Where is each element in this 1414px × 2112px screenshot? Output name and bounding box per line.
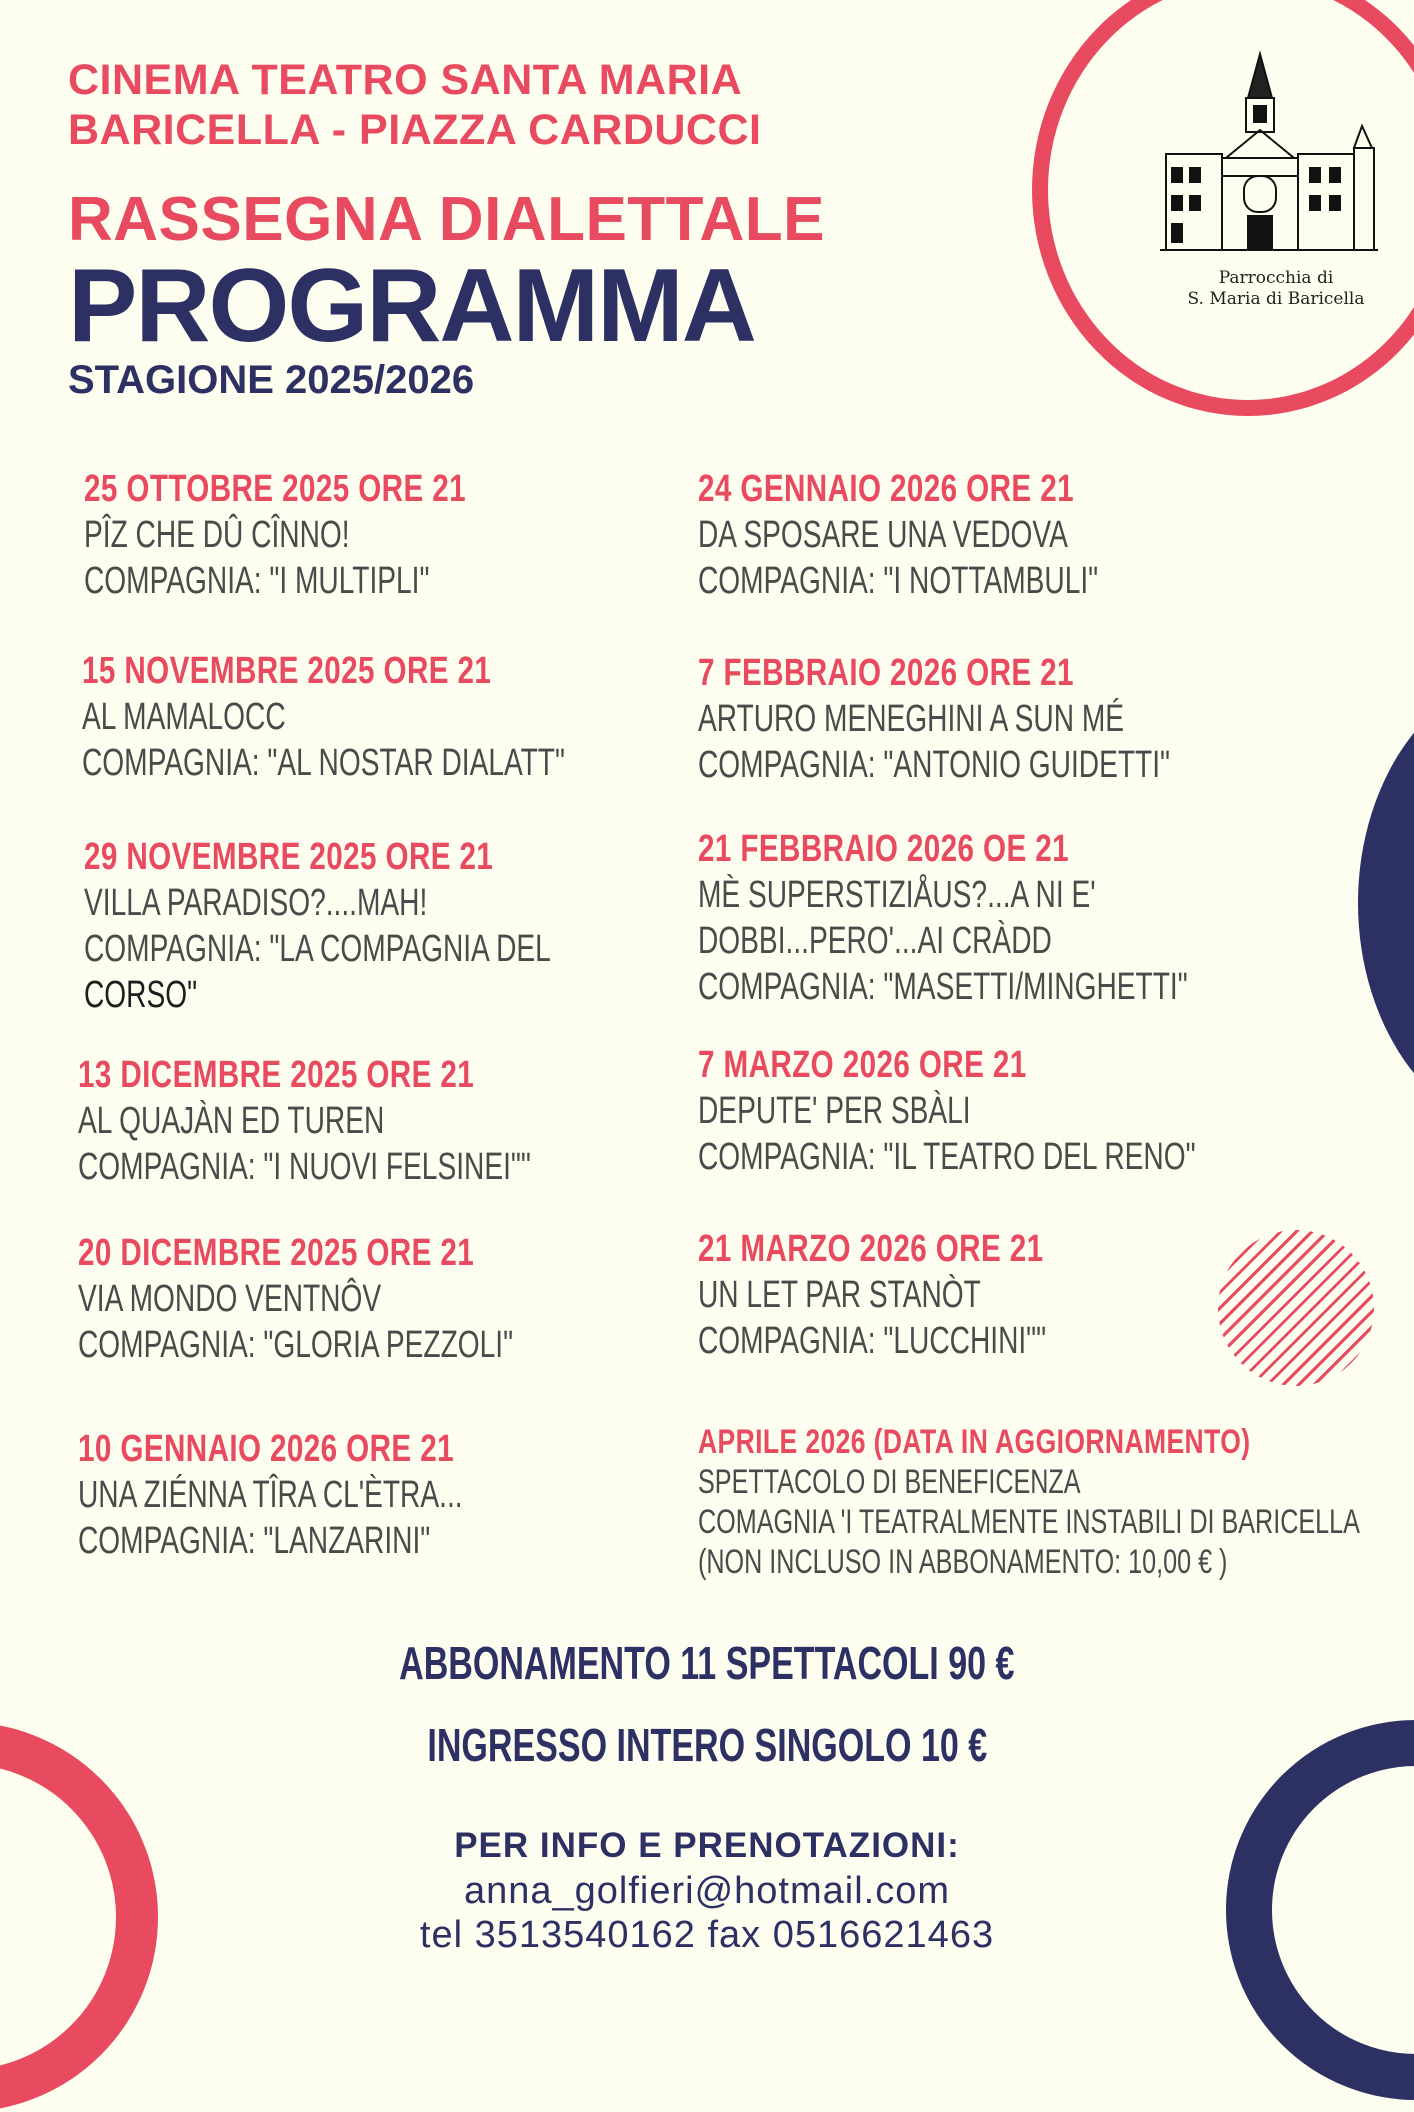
- logo-caption-line2: S. Maria di Baricella: [1187, 289, 1365, 309]
- event-item: [698, 466, 1239, 604]
- event-title: ARTURO MENEGHINI A SUN MÉ: [698, 698, 1125, 740]
- event-company: COMPAGNIA: "I NUOVI FELSINEI"": [78, 1146, 531, 1188]
- event-title: MÈ SUPERSTIZIÅUS?...A NI E': [698, 874, 1096, 916]
- event-company: COMAGNIA 'I TEATRALMENTE INSTABILI DI BARICELLA: [698, 1503, 1360, 1541]
- event-title: PÎZ CHE DÛ CÎNNO!: [84, 514, 350, 556]
- event-date: 20 DICEMBRE 2025 ORE 21: [78, 1232, 475, 1274]
- event-date: 21 MARZO 2026 ORE 21: [698, 1228, 1044, 1270]
- event-series-title: RASSEGNA DIALETTALE: [68, 185, 825, 254]
- contact-email[interactable]: anna_golfieri@hotmail.com: [463, 1870, 951, 1912]
- event-company: COMPAGNIA: "I NOTTAMBULI": [698, 560, 1099, 602]
- event-date: 13 DICEMBRE 2025 ORE 21: [78, 1054, 475, 1096]
- event-note: (NON INCLUSO IN ABBONAMENTO: 10,00 € ): [698, 1543, 1228, 1581]
- event-company: COMPAGNIA: "I MULTIPLI": [84, 560, 430, 602]
- event-item: [78, 1426, 598, 1564]
- event-title: SPETTACOLO DI BENEFICENZA: [698, 1463, 1081, 1501]
- event-company-cont: CORSO": [84, 974, 198, 1016]
- event-date: 29 NOVEMBRE 2025 ORE 21: [84, 836, 494, 878]
- event-item: [82, 648, 735, 786]
- venue-name: CINEMA TEATRO SANTA MARIA: [68, 56, 743, 104]
- event-title: DEPUTE' PER SBÀLI: [698, 1090, 971, 1132]
- subscription-price-text: ABBONAMENTO 11 SPETTACOLI 90 €: [399, 1637, 1015, 1689]
- event-company: COMPAGNIA: "AL NOSTAR DIALATT": [82, 742, 565, 784]
- event-company: COMPAGNIA: "ANTONIO GUIDETTI": [698, 744, 1171, 786]
- event-item: [78, 1230, 666, 1368]
- event-company: COMPAGNIA: "LUCCHINI"": [698, 1320, 1047, 1362]
- contact-title: PER INFO E PRENOTAZIONI:: [454, 1826, 960, 1865]
- event-date: 25 OTTOBRE 2025 ORE 21: [84, 468, 466, 510]
- event-date: APRILE 2026 (DATA IN AGGIORNAMENTO): [698, 1423, 1251, 1461]
- event-item: [698, 1226, 1168, 1364]
- event-date: 15 NOVEMBRE 2025 ORE 21: [82, 650, 492, 692]
- event-date: 7 MARZO 2026 ORE 21: [698, 1044, 1027, 1086]
- event-date: 21 FEBBRAIO 2026 OE 21: [698, 828, 1070, 870]
- event-item: [78, 1052, 690, 1190]
- event-item: [84, 834, 715, 1018]
- event-title: AL QUAJÀN ED TUREN: [78, 1100, 385, 1142]
- event-title: DA SPOSARE UNA VEDOVA: [698, 514, 1068, 556]
- subscription-price: [0, 1636, 1414, 1690]
- event-title: UNA ZIÉNNA TÎRA CL'ÈTRA...: [78, 1474, 463, 1516]
- single-ticket-price-text: INGRESSO INTERO SINGOLO 10 €: [427, 1719, 987, 1771]
- event-company: COMPAGNIA: "MASETTI/MINGHETTI": [698, 966, 1188, 1008]
- decor-hatched-circle: [1218, 1230, 1374, 1386]
- event-title-cont: DOBBI...PERO'...AI CRÀDD: [698, 920, 1052, 962]
- event-item: [84, 466, 574, 604]
- event-date: 7 FEBBRAIO 2026 ORE 21: [698, 652, 1074, 694]
- event-title: VILLA PARADISO?....MAH!: [84, 882, 428, 924]
- event-company: COMPAGNIA: "IL TEATRO DEL RENO": [698, 1136, 1196, 1178]
- event-date: 10 GENNAIO 2026 ORE 21: [78, 1428, 454, 1470]
- single-ticket-price: [0, 1718, 1414, 1772]
- page-title: PROGRAMMA: [68, 248, 755, 364]
- event-title: VIA MONDO VENTNÔV: [78, 1278, 382, 1320]
- event-item: [698, 650, 1336, 788]
- logo-caption-line1: Parrocchia di: [1218, 268, 1334, 288]
- event-company: COMPAGNIA: "LANZARINI": [78, 1520, 431, 1562]
- event-company: COMPAGNIA: "GLORIA PEZZOLI": [78, 1324, 514, 1366]
- contact-phone: tel 3513540162 fax 0516621463: [419, 1914, 995, 1956]
- logo-caption: [1160, 268, 1392, 310]
- event-title: UN LET PAR STANÒT: [698, 1274, 981, 1316]
- event-company: COMPAGNIA: "LA COMPAGNIA DEL: [84, 928, 551, 970]
- event-title: AL MAMALOCC: [82, 696, 286, 738]
- event-item: [698, 826, 1360, 1010]
- event-item: [698, 1042, 1370, 1180]
- event-date: 24 GENNAIO 2026 ORE 21: [698, 468, 1074, 510]
- event-item: [698, 1422, 1414, 1582]
- season-label: STAGIONE 2025/2026: [68, 358, 475, 402]
- venue-address: BARICELLA - PIAZZA CARDUCCI: [68, 106, 762, 154]
